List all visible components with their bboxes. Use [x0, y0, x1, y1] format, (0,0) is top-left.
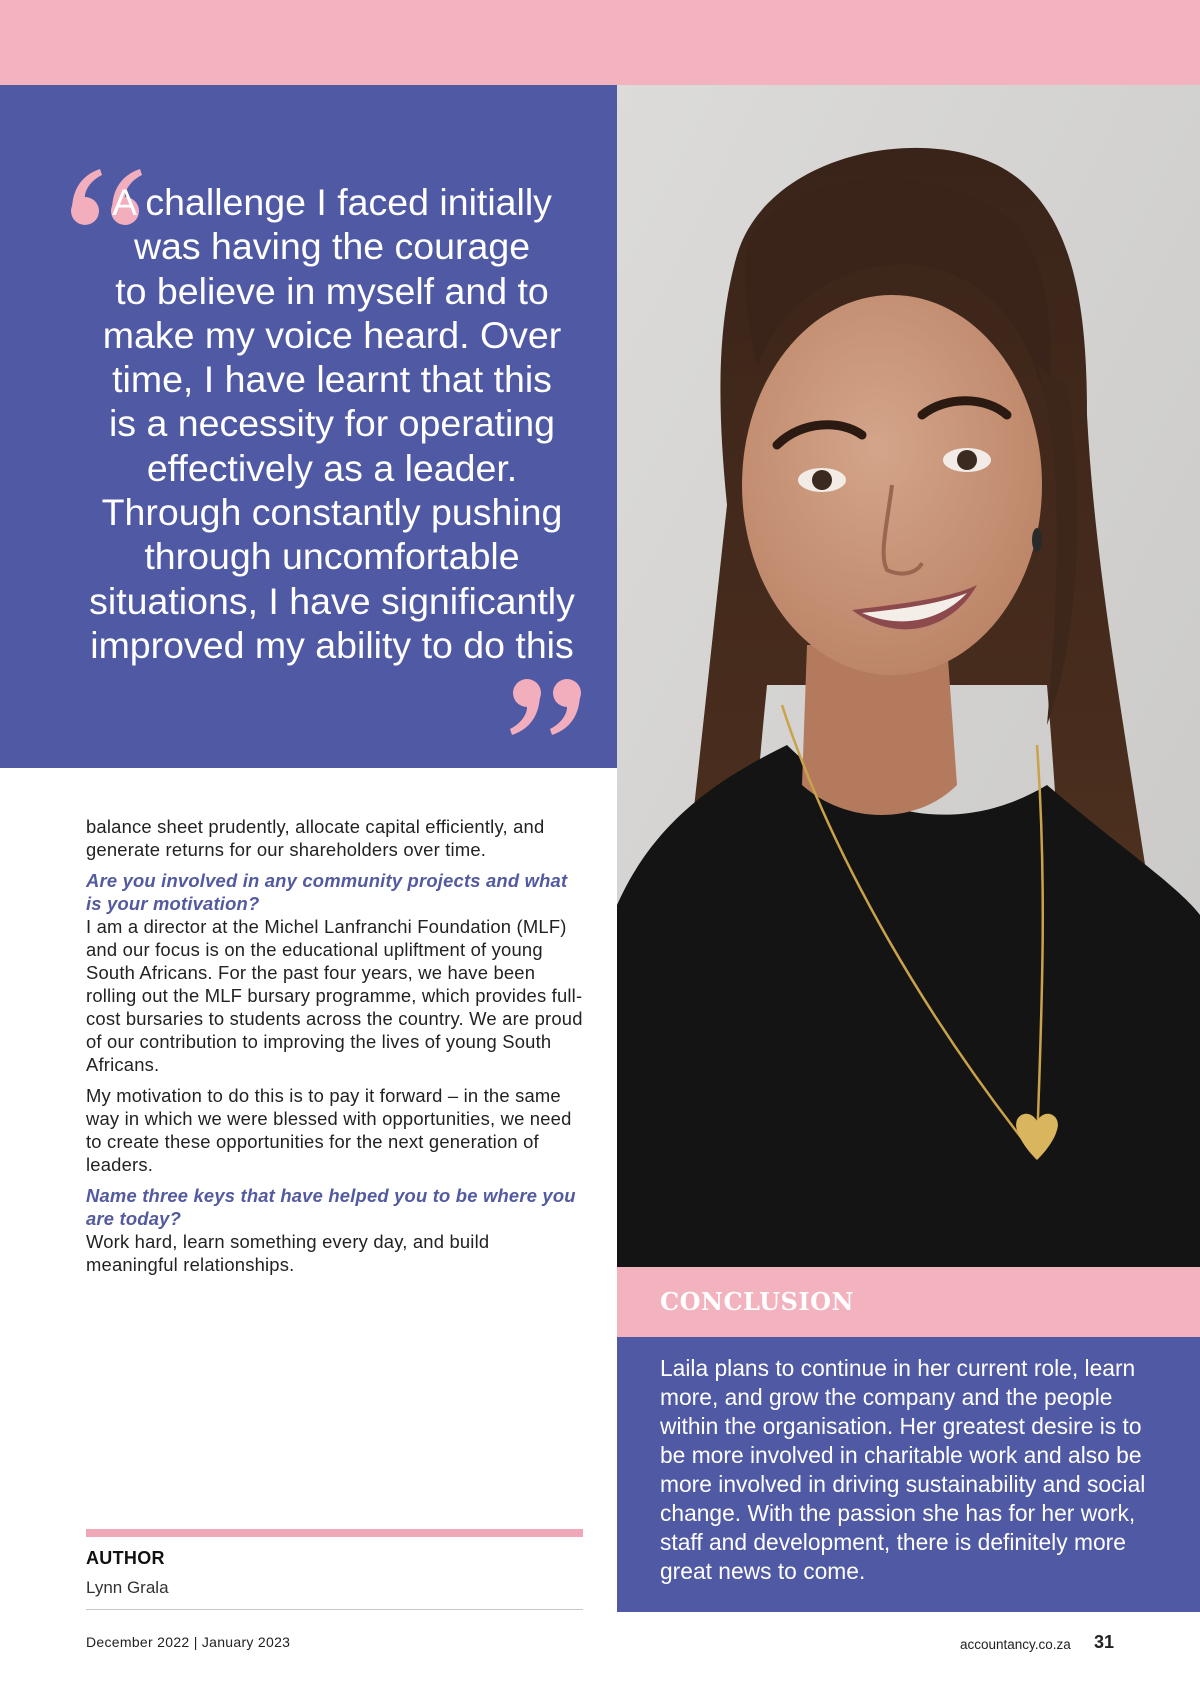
answer-community-projects: I am a director at the Michel Lanfranchi Foundation (MLF) and our focus is on the educational upliftment of young South Africans. For the past four years, we have been rolling out the MLF bursary programme, which provides full-cost bursaries to students across the country. We are proud of our contribution to improving the lives of young South Africans.	[86, 916, 583, 1075]
author-bottom-divider	[86, 1609, 583, 1610]
author-name: Lynn Grala	[86, 1578, 169, 1597]
question-community-projects: Are you involved in any community projects and what is your motivation?	[86, 870, 568, 914]
close-quote-icon	[508, 677, 584, 737]
issue-date: December 2022 | January 2023	[86, 1634, 291, 1650]
article-body	[86, 815, 586, 1284]
portrait-illustration	[617, 85, 1200, 1267]
conclusion-panel	[617, 1337, 1200, 1612]
pull-quote-panel	[0, 85, 617, 768]
question-three-keys: Name three keys that have helped you to be where you are today?	[86, 1185, 576, 1229]
intro-paragraph: balance sheet prudently, allocate capital efficiently, and generate returns for our shareholders over time.	[86, 816, 545, 860]
author-label: AUTHOR	[86, 1548, 165, 1568]
author-divider	[86, 1529, 583, 1537]
answer-three-keys: Work hard, learn something every day, and build meaningful relationships.	[86, 1231, 490, 1275]
website-link[interactable]: accountancy.co.za	[960, 1637, 1071, 1652]
answer-motivation: My motivation to do this is to pay it forward – in the same way in which we were blessed with opportunities, we need to create these opportunities for the next generation of leaders.	[86, 1085, 572, 1175]
conclusion-header	[617, 1267, 1200, 1337]
page-number: 31	[1094, 1632, 1115, 1652]
top-color-band	[0, 0, 1200, 85]
conclusion-title: CONCLUSION	[660, 1287, 854, 1316]
conclusion-text: Laila plans to continue in her current role, learn more, and grow the company and the people within the organisation. Her greatest desire is to be more involved in charitable work and also be more involved in driving sustainability and social change. With the passion she has for her work, staff and development, there is definitely more great news to come.	[660, 1355, 1146, 1584]
portrait-photo	[617, 85, 1200, 1267]
pull-quote-text: A challenge I faced initially was having the courage to believe in myself and to make my voice heard. Over time, I have learnt that this is a necessity for operating effectively as a leader. Through constantly pushing through uncomfortable situations, I have significantly improved my ability to do this	[89, 181, 575, 666]
